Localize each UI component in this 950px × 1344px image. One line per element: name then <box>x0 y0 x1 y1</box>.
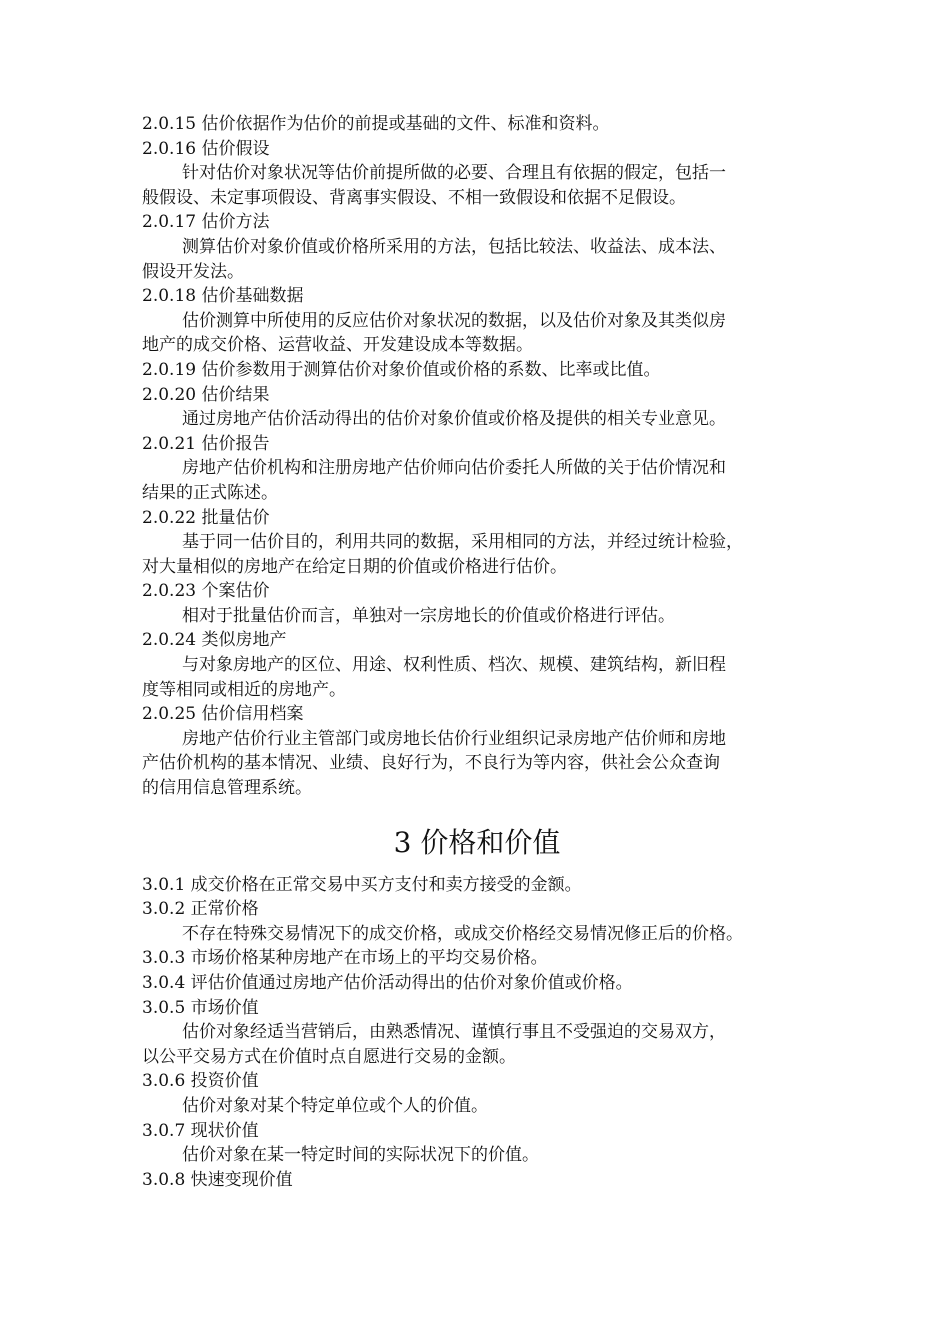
term-heading: 3.0.8 快速变现价值 <box>142 1169 293 1190</box>
definition-line: 估价对象在某一特定时间的实际状况下的价值。 <box>182 1145 539 1166</box>
term-definition <box>142 604 812 629</box>
term-heading: 3.0.2 正常价格 <box>142 899 259 920</box>
term-heading: 3.0.7 现状价值 <box>142 1120 259 1141</box>
section-2-terms <box>142 112 812 801</box>
term-definition <box>142 235 812 284</box>
term-heading: 2.0.25 估价信用档案 <box>142 704 304 725</box>
definition-line: 对大量相似的房地产在给定日期的价值或价格进行估价。 <box>142 556 567 577</box>
term-heading: 2.0.23 个案估价 <box>142 581 270 602</box>
definition-line: 不存在特殊交易情况下的成交价格，或成交价格经交易情况修正后的价格。 <box>182 923 743 944</box>
term-heading: 3.0.1 成交价格在正常交易中买方支付和卖方接受的金额。 <box>142 874 582 895</box>
definition-line: 针对估价对象状况等估价前提所做的必要、合理且有依据的假定，包括一 <box>182 163 726 184</box>
term-definition <box>142 727 812 801</box>
definition-line: 基于同一估价目的，利用共同的数据，采用相同的方法，并经过统计检验， <box>182 532 743 553</box>
definition-line: 以公平交易方式在价值时点自愿进行交易的金额。 <box>142 1046 516 1067</box>
term-heading: 2.0.24 类似房地产 <box>142 630 287 651</box>
term-definition <box>142 407 812 432</box>
term-heading: 2.0.15 估价依据作为估价的前提或基础的文件、标准和资料。 <box>142 114 610 134</box>
definition-line: 般假设、未定事项假设、背离事实假设、不相一致假设和依据不足假设。 <box>142 187 686 208</box>
term-definition <box>142 161 812 210</box>
definition-line: 房地产估价行业主管部门或房地长估价行业组织记录房地产估价师和房地 <box>182 728 726 749</box>
term-heading: 2.0.17 估价方法 <box>142 212 270 233</box>
definition-line: 房地产估价机构和注册房地产估价师向估价委托人所做的关于估价情况和 <box>182 458 726 479</box>
definition-line: 估价测算中所使用的反应估价对象状况的数据，以及估价对象及其类似房 <box>182 310 726 331</box>
definition-line: 结果的正式陈述。 <box>142 482 278 503</box>
term-definition <box>142 530 812 579</box>
term-definition <box>142 922 812 947</box>
definition-line: 的信用信息管理系统。 <box>142 778 312 799</box>
term-heading: 3.0.6 投资价值 <box>142 1071 259 1092</box>
term-definition <box>142 309 812 358</box>
term-heading: 2.0.18 估价基础数据 <box>142 286 304 307</box>
definition-line: 假设开发法。 <box>142 261 244 282</box>
term-heading: 3.0.3 市场价格某种房地产在市场上的平均交易价格。 <box>142 948 548 969</box>
term-definition <box>142 653 812 702</box>
term-definition <box>142 1094 812 1119</box>
term-definition <box>142 456 812 505</box>
term-heading: 2.0.20 估价结果 <box>142 384 270 405</box>
term-heading: 2.0.19 估价参数用于测算估价对象价值或价格的系数、比率或比值。 <box>142 359 661 380</box>
definition-line: 通过房地产估价活动得出的估价对象价值或价格及提供的相关专业意见。 <box>182 409 726 430</box>
term-definition <box>142 1143 812 1168</box>
definition-line: 与对象房地产的区位、用途、权利性质、档次、规模、建筑结构，新旧程 <box>182 655 726 676</box>
definition-line: 相对于批量估价而言，单独对一宗房地长的价值或价格进行评估。 <box>182 605 675 626</box>
definition-line: 估价对象对某个特定单位或个人的价值。 <box>182 1095 488 1116</box>
definition-line: 测算估价对象价值或价格所采用的方法，包括比较法、收益法、成本法、 <box>182 236 726 257</box>
term-heading: 3.0.5 市场价值 <box>142 997 259 1018</box>
chapter-3-heading: 3 价格和价值 <box>393 825 561 859</box>
definition-line: 估价对象经适当营销后，由熟悉情况、谨慎行事且不受强迫的交易双方， <box>182 1022 726 1043</box>
definition-line: 度等相同或相近的房地产。 <box>142 679 346 700</box>
definition-line: 产估价机构的基本情况、业绩、良好行为，不良行为等内容，供社会公众查询 <box>142 753 720 774</box>
term-heading: 2.0.16 估价假设 <box>142 138 270 159</box>
section-3-terms <box>142 873 812 1193</box>
document-page <box>142 112 812 1192</box>
term-heading: 2.0.22 批量估价 <box>142 507 270 528</box>
term-heading: 2.0.21 估价报告 <box>142 433 270 454</box>
term-heading: 3.0.4 评估价值通过房地产估价活动得出的估价对象价值或价格。 <box>142 973 633 993</box>
definition-line: 地产的成交价格、运营收益、开发建设成本等数据。 <box>142 335 533 356</box>
term-definition <box>142 1020 812 1069</box>
